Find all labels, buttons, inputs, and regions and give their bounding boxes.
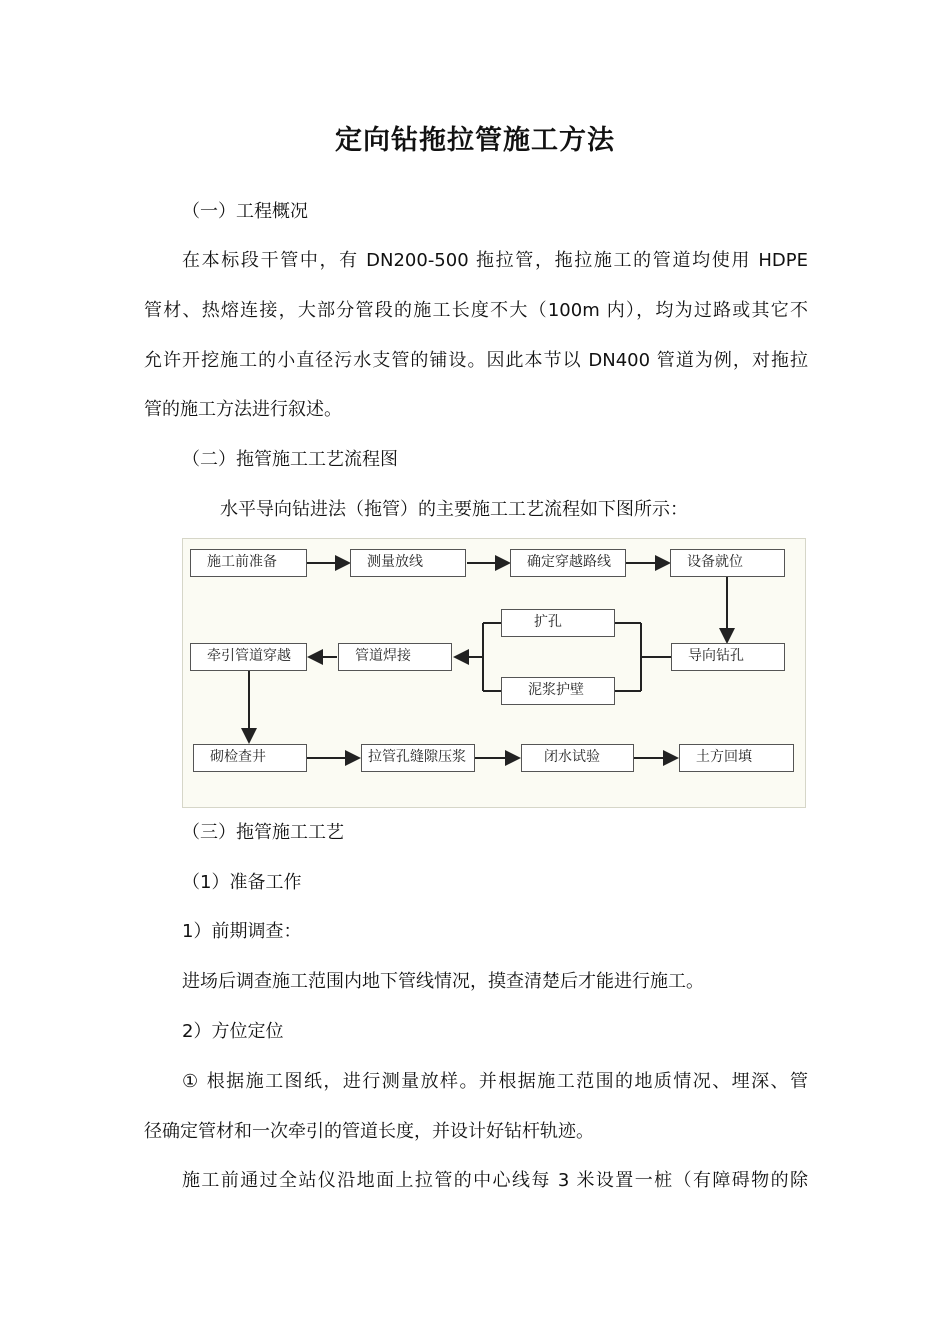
step-backfill: 土方回填: [679, 744, 794, 772]
process-flowchart: [182, 538, 806, 808]
step-drill: 导向钻孔: [671, 643, 785, 671]
step-pull: 牵引管道穿越: [190, 643, 307, 671]
paragraph-3-line-1: 施工前通过全站仪沿地面上拉管的中心线每 3 米设置一桩（有障碍物的除: [182, 1170, 808, 1191]
paragraph-2-line-2: 径确定管材和一次牵引的管道长度，并设计好钻杆轨迹。: [144, 1121, 594, 1142]
step-route: 确定穿越路线: [510, 549, 626, 577]
paragraph-1-line-2: 管材、热熔连接，大部分管段的施工长度不大（100m 内），均为过路或其它不: [144, 300, 808, 321]
step-manhole: 砌检查井: [193, 744, 307, 772]
paragraph-1-line-3: 允许开挖施工的小直径污水支管的铺设。因此本节以 DN400 管道为例，对拖拉: [144, 350, 808, 371]
step-survey: 测量放线: [350, 549, 466, 577]
item-2-heading: 2）方位定位: [182, 1021, 284, 1042]
section-1-heading: （一）工程概况: [182, 201, 308, 222]
paragraph-1-line-1: 在本标段干管中，有 DN200-500 拖拉管，拖拉施工的管道均使用 HDPE: [182, 250, 808, 271]
step-prep: 施工前准备: [190, 549, 307, 577]
step-mud: 泥浆护壁: [501, 677, 615, 705]
item-1-text: 进场后调查施工范围内地下管线情况，摸查清楚后才能进行施工。: [182, 971, 704, 992]
document-title: 定向钻拖拉管施工方法: [335, 125, 615, 156]
item-1-heading: 1）前期调查：: [182, 921, 302, 942]
section-2-heading: （二）拖管施工工艺流程图: [182, 449, 398, 470]
step-grout: 拉管孔缝隙压浆: [361, 744, 475, 772]
step-expand: 扩孔: [501, 609, 615, 637]
subsection-1-heading: （1）准备工作: [182, 872, 302, 893]
step-equipment: 设备就位: [670, 549, 785, 577]
flowchart-intro: 水平导向钻进法（拖管）的主要施工工艺流程如下图所示：: [220, 499, 688, 520]
step-water-test: 闭水试验: [521, 744, 634, 772]
section-3-heading: （三）拖管施工工艺: [182, 822, 344, 843]
step-weld: 管道焊接: [338, 643, 452, 671]
paragraph-1-line-4: 管的施工方法进行叙述。: [144, 399, 342, 420]
paragraph-2-line-1: ① 根据施工图纸，进行测量放样。并根据施工范围的地质情况、埋深、管: [182, 1071, 808, 1092]
